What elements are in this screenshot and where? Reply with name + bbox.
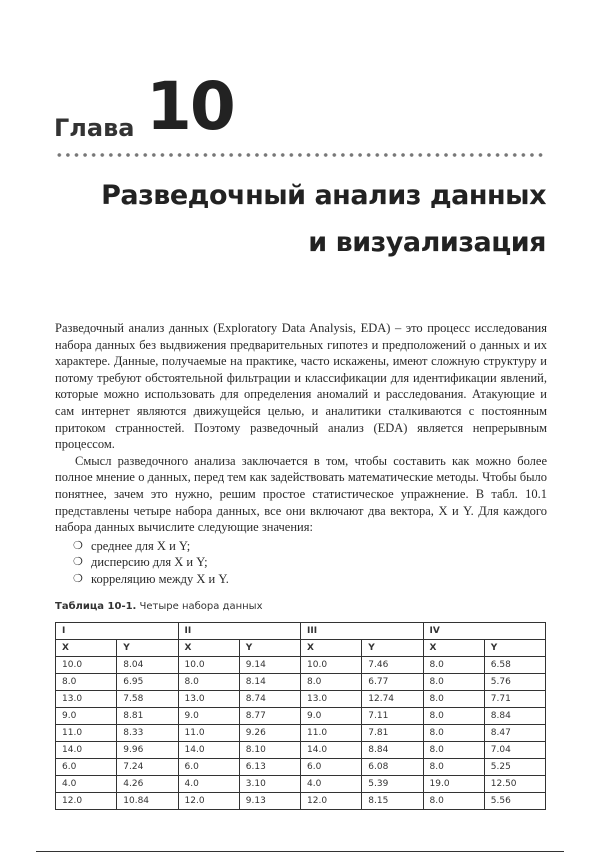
table-cell: 12.0 <box>56 792 117 809</box>
table-cell: 7.04 <box>484 741 545 758</box>
chapter-title <box>101 172 546 266</box>
table-cell: 8.84 <box>484 707 545 724</box>
table-cell: 12.0 <box>178 792 239 809</box>
table-row <box>56 724 546 741</box>
table-cell: 5.25 <box>484 758 545 775</box>
paragraph: Разведочный анализ данных (Exploratory Data Analysis, EDA) – это процесс исследования набора данных без выдвижения предварительных гипотез и предположений о данных и их характере. Данные, получаемые на практике, часто искажены, имеют сложную структуру и потому требуют обстоятельной фильтрации и классификации для идентификации явлений, которые можно использовать для определения аномалий и расследования. Атакующие и сам интернет являются движущейся целью, и аналитики сталкиваются с постоянным притоком странностей. Поэтому разведочный анализ (EDA) является непрерывным процессом. <box>55 321 547 452</box>
table-cell: 9.0 <box>178 707 239 724</box>
table-cell: 7.71 <box>484 690 545 707</box>
table-cell: 7.24 <box>117 758 178 775</box>
table-cell: 8.0 <box>301 673 362 690</box>
chapter-label: Глава <box>54 114 135 142</box>
circle-bullet-icon: ❍ <box>73 539 83 552</box>
caption-text: Четыре набора данных <box>136 600 263 612</box>
bullet-list <box>55 538 547 588</box>
table-cell: 4.0 <box>301 775 362 792</box>
table-cell: 8.47 <box>484 724 545 741</box>
table-row <box>56 775 546 792</box>
table-cell: 6.13 <box>239 758 300 775</box>
table-cell: 14.0 <box>56 741 117 758</box>
table-cell: 9.26 <box>239 724 300 741</box>
table-cell: 10.0 <box>56 656 117 673</box>
table-cell: 6.0 <box>178 758 239 775</box>
table-cell: 10.0 <box>178 656 239 673</box>
table-cell: 8.0 <box>423 690 484 707</box>
table-cell: 9.14 <box>239 656 300 673</box>
table-cell: 11.0 <box>178 724 239 741</box>
group-header: I <box>56 622 179 639</box>
table-cell: 12.74 <box>362 690 423 707</box>
table-cell: 7.46 <box>362 656 423 673</box>
table-cell: 7.58 <box>117 690 178 707</box>
column-header: X <box>301 639 362 656</box>
group-header: III <box>301 622 424 639</box>
table-cell: 8.0 <box>178 673 239 690</box>
table-cell: 4.0 <box>178 775 239 792</box>
table-cell: 5.56 <box>484 792 545 809</box>
body-text <box>55 320 547 588</box>
list-item-text: среднее для X и Y; <box>91 538 191 553</box>
table-cell: 11.0 <box>56 724 117 741</box>
table-cell: 12.0 <box>301 792 362 809</box>
table-cell: 13.0 <box>301 690 362 707</box>
title-line-1: Разведочный анализ данных <box>101 180 546 211</box>
table-cell: 7.11 <box>362 707 423 724</box>
chapter-number: 10 <box>146 68 234 145</box>
group-header: II <box>178 622 301 639</box>
table-cell: 9.0 <box>301 707 362 724</box>
table-cell: 8.0 <box>56 673 117 690</box>
table-cell: 4.0 <box>56 775 117 792</box>
list-item <box>73 571 547 588</box>
table-cell: 6.0 <box>301 758 362 775</box>
table-cell: 14.0 <box>301 741 362 758</box>
table-cell: 12.50 <box>484 775 545 792</box>
table-row <box>56 707 546 724</box>
table-cell: 8.33 <box>117 724 178 741</box>
column-header: Y <box>117 639 178 656</box>
table-cell: 8.77 <box>239 707 300 724</box>
table-cell: 9.96 <box>117 741 178 758</box>
table-cell: 8.84 <box>362 741 423 758</box>
table-cell: 5.76 <box>484 673 545 690</box>
table-cell: 13.0 <box>178 690 239 707</box>
title-line-2: и визуализация <box>308 227 546 258</box>
table-row <box>56 792 546 809</box>
table-cell: 19.0 <box>423 775 484 792</box>
circle-bullet-icon: ❍ <box>73 572 83 585</box>
group-header-row <box>56 622 546 639</box>
table-cell: 8.10 <box>239 741 300 758</box>
column-header: X <box>56 639 117 656</box>
table-cell: 8.0 <box>423 758 484 775</box>
table-row <box>56 758 546 775</box>
column-header: X <box>178 639 239 656</box>
column-header-row <box>56 639 546 656</box>
table-cell: 6.95 <box>117 673 178 690</box>
chapter-heading <box>54 68 354 145</box>
table-cell: 8.0 <box>423 792 484 809</box>
table-cell: 8.0 <box>423 656 484 673</box>
column-header: Y <box>362 639 423 656</box>
table-cell: 6.0 <box>56 758 117 775</box>
table-cell: 10.0 <box>301 656 362 673</box>
table-cell: 8.81 <box>117 707 178 724</box>
table-cell: 8.0 <box>423 724 484 741</box>
table-cell: 5.39 <box>362 775 423 792</box>
table-row <box>56 690 546 707</box>
column-header: X <box>423 639 484 656</box>
table-cell: 8.0 <box>423 741 484 758</box>
table-cell: 8.0 <box>423 707 484 724</box>
table-cell: 11.0 <box>301 724 362 741</box>
table-cell: 7.81 <box>362 724 423 741</box>
dotted-divider <box>55 152 547 158</box>
list-item <box>73 538 547 555</box>
list-item-text: корреляцию между X и Y. <box>91 571 229 586</box>
list-item-text: дисперсию для X и Y; <box>91 555 208 570</box>
table-cell: 8.74 <box>239 690 300 707</box>
table-cell: 3.10 <box>239 775 300 792</box>
column-header: Y <box>239 639 300 656</box>
table-cell: 6.58 <box>484 656 545 673</box>
circle-bullet-icon: ❍ <box>73 556 83 569</box>
table-cell: 8.15 <box>362 792 423 809</box>
table-cell: 8.04 <box>117 656 178 673</box>
table-row <box>56 741 546 758</box>
table-cell: 4.26 <box>117 775 178 792</box>
list-item <box>73 554 547 571</box>
table-cell: 13.0 <box>56 690 117 707</box>
table-cell: 14.0 <box>178 741 239 758</box>
table-cell: 9.0 <box>56 707 117 724</box>
table-caption <box>55 600 547 614</box>
content-flow <box>55 320 547 810</box>
table-cell: 9.13 <box>239 792 300 809</box>
table-cell: 6.08 <box>362 758 423 775</box>
table-cell: 10.84 <box>117 792 178 809</box>
footer-rule <box>36 851 564 852</box>
table-row <box>56 656 546 673</box>
group-header: IV <box>423 622 546 639</box>
table-row <box>56 673 546 690</box>
table-cell: 6.77 <box>362 673 423 690</box>
column-header: Y <box>484 639 545 656</box>
table-cell: 8.0 <box>423 673 484 690</box>
table-cell: 8.14 <box>239 673 300 690</box>
data-table <box>55 622 546 810</box>
paragraph: Смысл разведочного анализа заключается в том, чтобы составить как можно более полное мнение о данных, перед тем как задействовать математические методы. Чтобы было понятнее, зачем это нужно, решим простое статистическое упражнение. В табл. 10.1 представлены четыре набора данных, все они включают два вектора, X и Y. Для каждого набора данных вычислите следующие значения: <box>55 453 547 535</box>
caption-label: Таблица 10-1. <box>55 600 137 612</box>
